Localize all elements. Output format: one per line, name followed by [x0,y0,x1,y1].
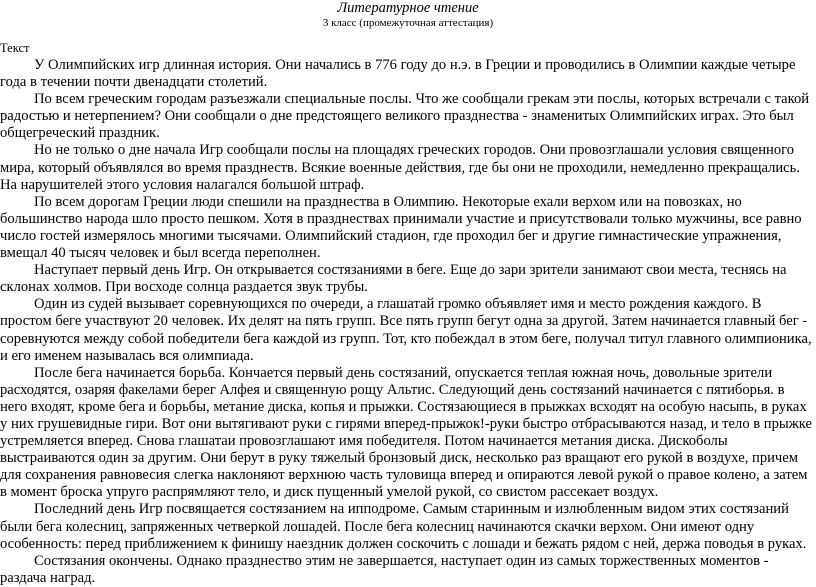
document-subtitle: 3 класс (промежуточная аттестация) [322,17,494,29]
document-title: Литературное чтение [337,0,479,16]
section-label: Текст [0,41,30,55]
paragraph: По всем дорогам Греции люди спешили на празднества в Олимпию. Некоторые ехали верхом или на повозках, но большинство народа шло просто пешком. Хотя в празднествах принимали участие и присутствовали только мужчины, все равно число гостей измерялось многими тысячами. Олимпийский стадион, где проходил бег и другие гимнастические упражнения, вмещал 40 тысяч человек и был всегда переполнен. [0,193,802,262]
paragraph: После бега начинается борьба. Кончается первый день состязаний, опускается теплая южная ночь, довольные зрители расходятся, озаряя факелами берег Алфея и священную рощу Альтис. Следующий день состязаний начинается с пятиборья. в него входят, кроме бега и борьбы, метание диска, копья и прыжки. Состязающиеся в прыжках всходят на особую насыпь, в руках у них грушевидные гири. Вот они вытягивают руки с гирями вперед-прыжок!-руки быстро отбрасываются назад, и тело в прыжке устремляется вперед. Снова глашатаи провозглашают имя победителя. Потом начинается метания диска. Дискоболы выстраиваются один за другим. Они берут в руку тяжелый бронзовый диск, несколько раз вращают его рукой в воздухе, причем для сохранения равновесия слегка наклоняют верхнюю часть туловища вперед и опираются левой рукой о правое колено, а затем в момент броска упруго распрямляют тело, и диск пущенный умелой рукой, со свистом рассекает воздух. [0,364,812,501]
paragraph: Последний день Игр посвящается состязанием на ипподроме. Самым старинным и излюбленным видом этих состязаний были бега колесниц, запряженных четверкой лошадей. После бега колесниц начинаются скачки верхом. Они имеют одну особенность: перед приближением к финишу наездник должен соскочить с лошади и бежать рядом с ней, держа поводья в руках. [0,501,807,552]
paragraph: По всем греческим городам разъезжали специальные послы. Что же сообщали грекам эти послы, которых встречали с такой радостью и нетерпением? Они сообщали о дне предстоящего великого празднества - знаменитых Олимпийских играх. Это был общегреческий праздник. [0,91,810,142]
paragraph: Наступает первый день Игр. Он открывается состязаниями в беге. Еще до зари зрители занимают свои места, теснясь на склонах холмов. При восходе солнца раздается звук трубы. [0,262,787,296]
paragraph: У Олимпийских игр длинная история. Они начались в 776 году до н.э. в Греции и проводились в Олимпии каждые четыре года в течении почти двенадцати столетий. [0,57,796,91]
paragraph: Но не только о дне начала Игр сообщали послы на площадях греческих городов. Они провозглашали условия священного мира, который объявлялся во время празднеств. Всякие военные действия, где бы они не проходили, немедленно прекращались. На нарушителей этого условия налагался большой штраф. [0,142,800,193]
paragraph: Состязания окончены. Однако празднество этим не завершается, наступает один из самых торжественных моментов - раздача наград. [0,552,769,586]
paragraph: Один из судей вызывает соревнующихся по очереди, а глашатай громко объявляет имя и место рождения каждого. В простом беге участвуют 20 человек. Их делят на пять групп. Все пять групп бегут одна за другой. Затем начинается главный бег - соревнуются между собой победители бега каждой из групп. Тот, кто побеждал в этом беге, получал титул главного олимпионика, и его именем называлась вся олимпиада. [0,296,812,364]
text-body [0,57,812,587]
